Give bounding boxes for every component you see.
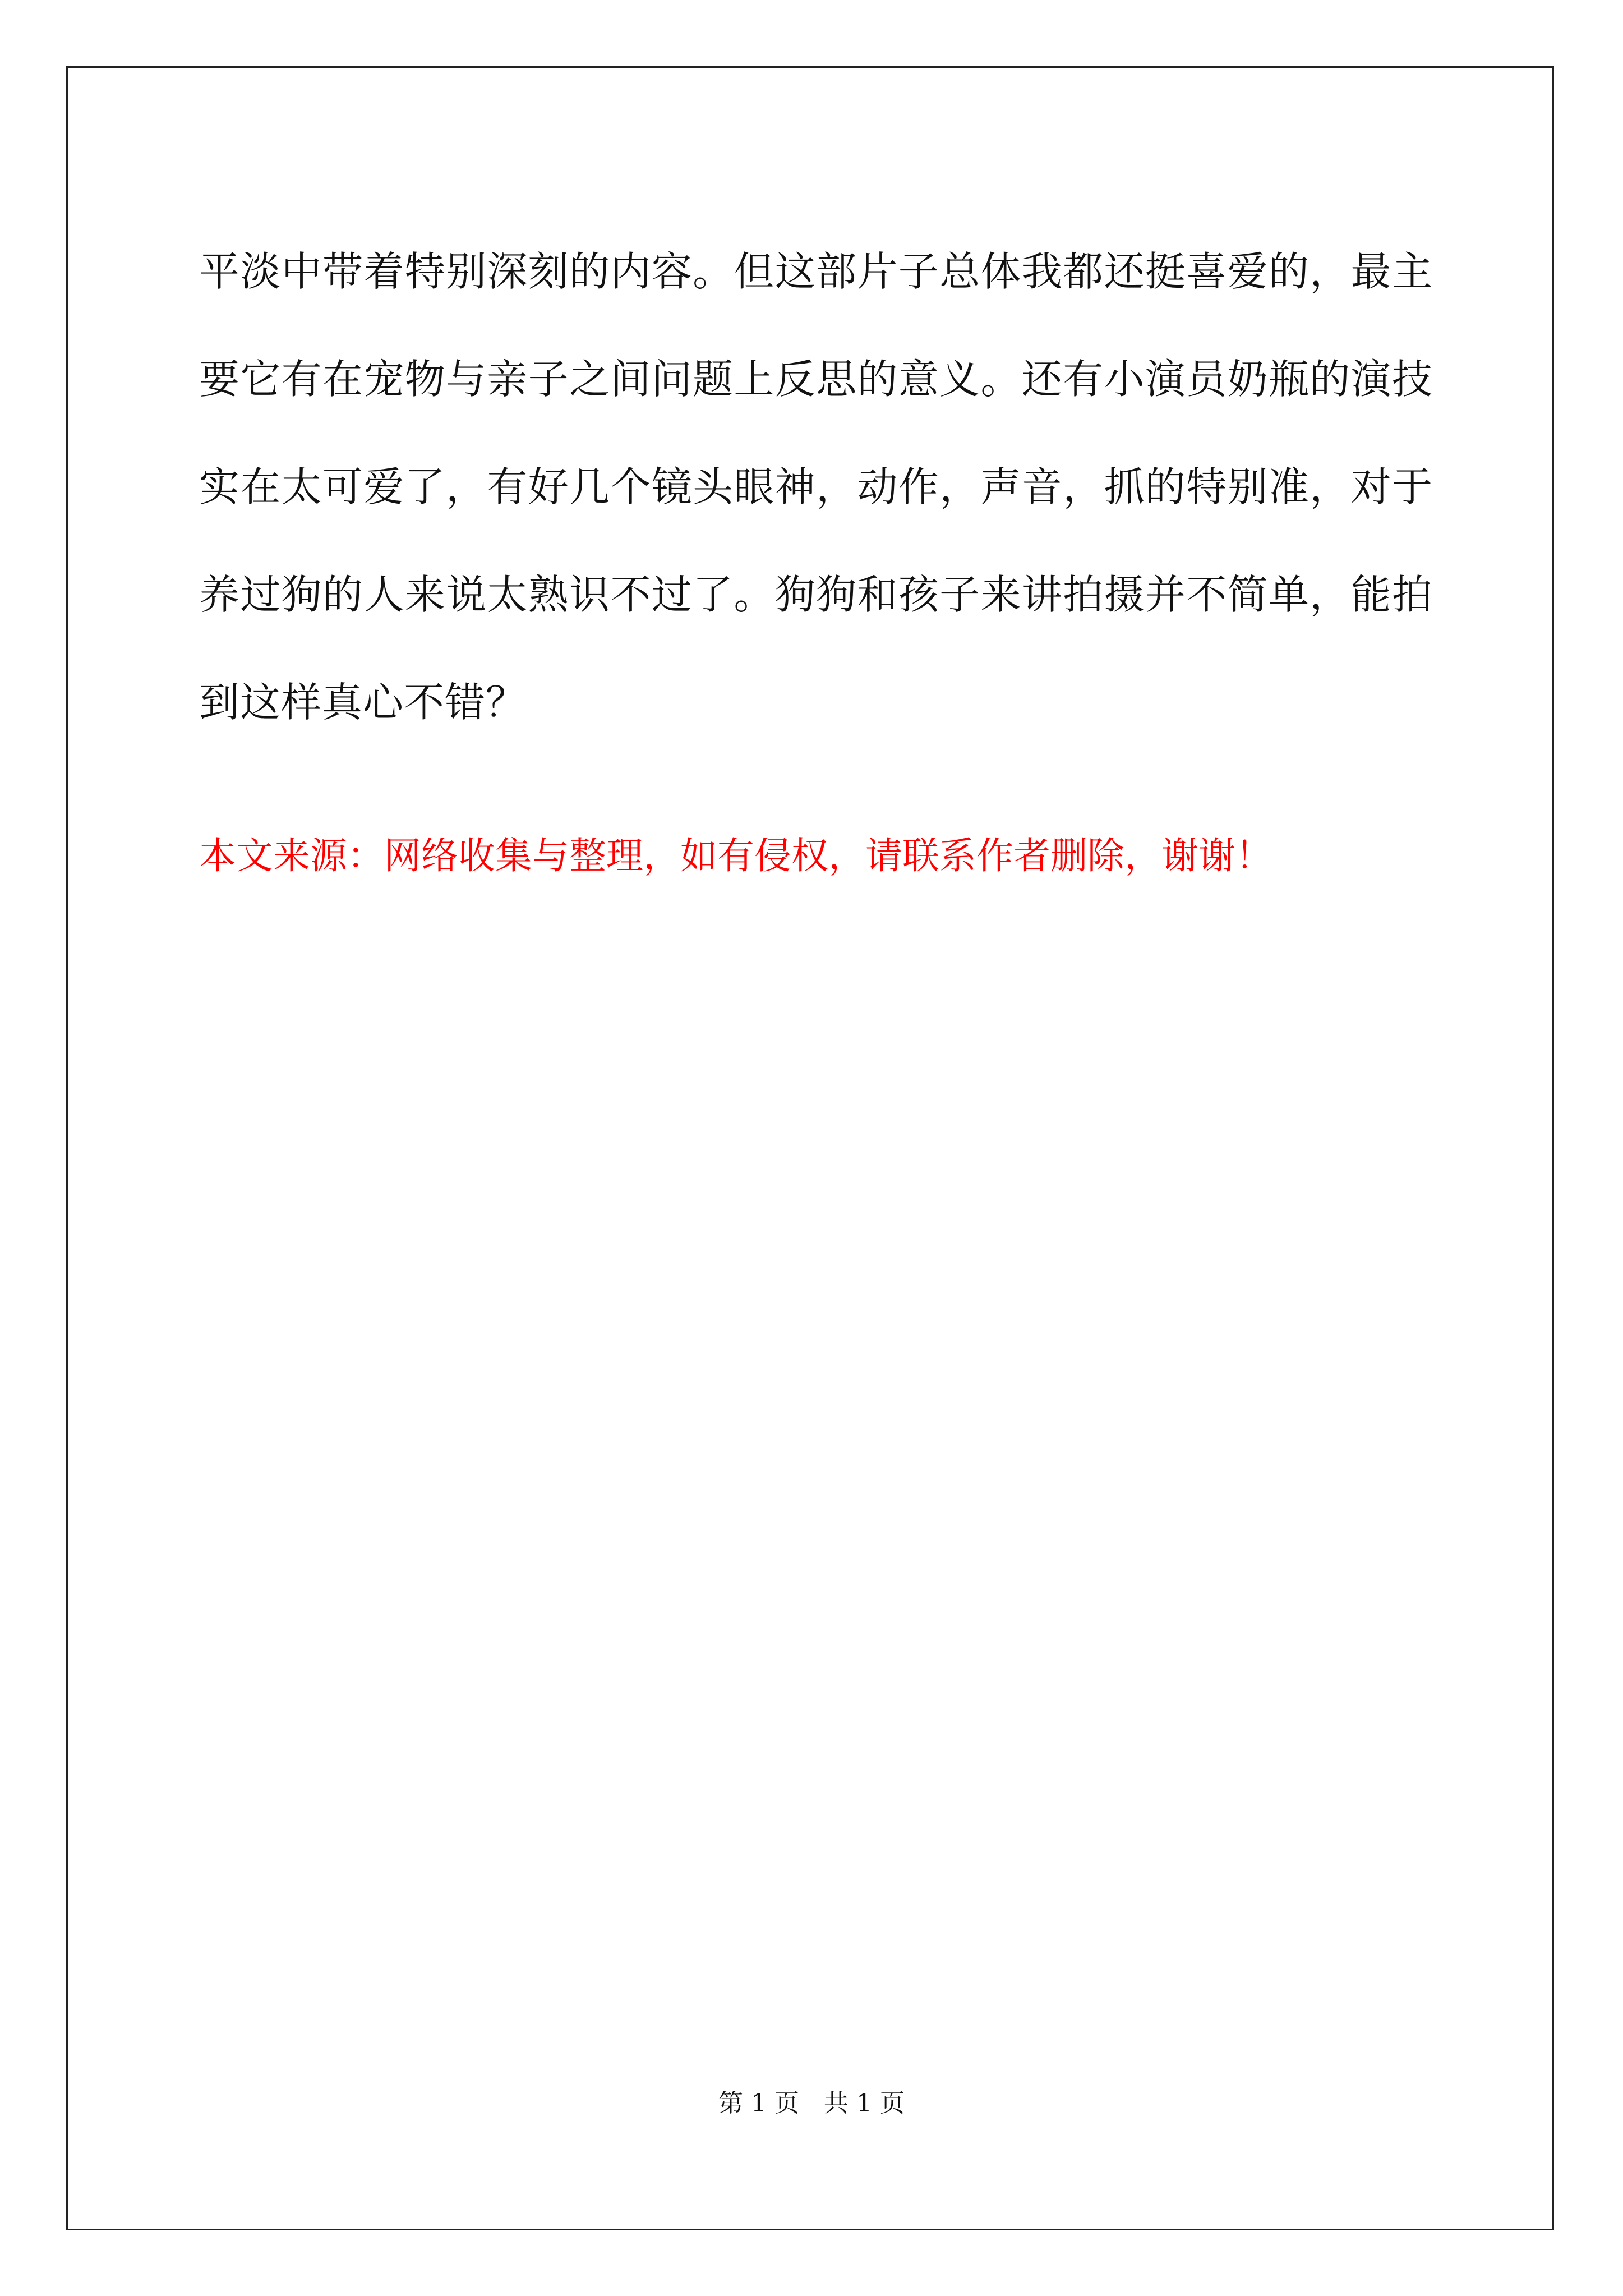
page-number-footer: 第 1 页 共 1 页 [718,2089,905,2118]
source-disclaimer: 本文来源：网络收集与整理，如有侵权，请联系作者删除，谢谢！ [199,834,1272,877]
body-paragraph: 平淡中带着特别深刻的内容。但这部片子总体我都还挺喜爱的，最主要它有在宠物与亲子之间问题上反思的意义。还有小演员奶瓶的演技实在太可爱了，有好几个镜头眼神，动作，声音，抓的特别准，对于养过狗的人来说太熟识不过了。狗狗和孩子来讲拍摄并不简单，能拍到这样真心不错？ [199,248,1433,726]
